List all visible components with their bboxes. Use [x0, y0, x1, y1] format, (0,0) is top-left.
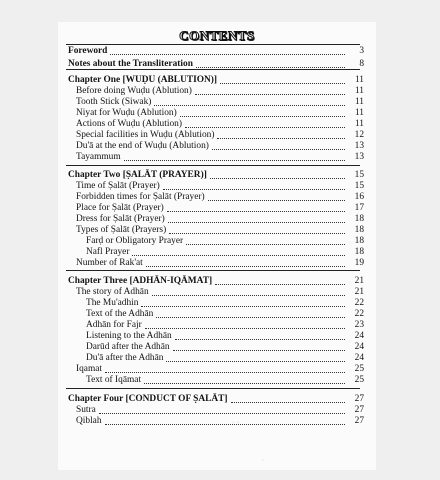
toc-entry-title: Nafl Prayer	[86, 247, 130, 257]
toc-entry-page: 19	[354, 258, 364, 268]
toc-entry-title: Actions of Wuḍu (Ablution)	[76, 119, 182, 129]
toc-entry-title: The story of Adhān	[76, 287, 149, 297]
dot-leader	[166, 360, 345, 362]
toc-entry-page: 11	[354, 75, 364, 85]
toc-entry-title: Chapter Two [ṢALĀT (PRAYER)]	[68, 170, 207, 180]
toc-entry-title: Adhān for Fajr	[86, 320, 142, 330]
toc-entry-page: 23	[354, 320, 364, 330]
dot-leader	[105, 371, 345, 373]
toc-entry-page: 24	[354, 353, 364, 363]
toc-entry[interactable]	[58, 415, 364, 427]
dot-leader	[163, 188, 345, 190]
toc-entry-title: Qiblah	[76, 416, 102, 426]
toc-entry[interactable]	[58, 257, 364, 269]
dot-leader	[195, 93, 345, 95]
print-smudge: · ·	[232, 420, 239, 426]
toc-entry-title: Chapter Four [CONDUCT OF ṢALĀT]	[68, 394, 228, 404]
toc-entry-title: Dress for Ṣalāt (Prayer)	[76, 214, 165, 224]
toc-entry-title: Sutra	[76, 405, 96, 415]
toc-entry-title: Forbidden times for Ṣalāt (Prayer)	[76, 192, 205, 202]
toc-entry-page: 24	[354, 342, 364, 352]
dot-leader	[215, 283, 345, 285]
dot-leader	[185, 126, 345, 128]
toc-entry-title: Before doing Wuḍu (Ablution)	[76, 86, 192, 96]
toc-entry-page: 11	[354, 97, 364, 107]
dot-leader	[110, 53, 345, 55]
toc-entry-page: 8	[359, 59, 364, 69]
toc-entry-page: 18	[354, 247, 364, 257]
toc-entry-page: 27	[354, 405, 364, 415]
toc-entry-page: 11	[354, 119, 364, 129]
dot-leader	[169, 232, 345, 234]
toc-entry-title: Niyat for Wuḍu (Ablution)	[76, 108, 177, 118]
dot-leader	[124, 159, 345, 161]
toc-entry-title: Types of Ṣalāt (Prayers)	[76, 225, 167, 235]
print-smudge: ·	[262, 458, 264, 464]
toc-entry-page: 24	[354, 331, 364, 341]
toc-entry-title: Chapter Three [ADHĀN-IQĀMAT]	[68, 276, 213, 286]
toc-entry-page: 11	[354, 86, 364, 96]
toc-entry-title: Number of Rak'at	[76, 258, 143, 268]
dot-leader	[132, 254, 345, 256]
toc-entry-page: 18	[354, 214, 364, 224]
toc-entry-title: Notes about the Transliteration	[68, 59, 193, 69]
toc-entry[interactable]	[58, 374, 364, 386]
toc-entry-title: Special facilities in Wuḍu (Ablution)	[76, 130, 215, 140]
toc-entry-title: Text of Iqāmat	[86, 375, 142, 385]
toc-entry-title: Tayammum	[76, 152, 121, 162]
toc-entry-title: Darūd after the Adhān	[86, 342, 170, 352]
toc-entry-title: Tooth Stick (Siwak)	[76, 97, 152, 107]
toc-entry-page: 13	[354, 141, 364, 151]
toc-entry-title: Chapter One [WUḌU (ABLUTION)]	[68, 75, 218, 85]
dot-leader	[175, 338, 345, 340]
toc-entry-title: Iqamat	[76, 364, 103, 374]
toc-entry-page: 25	[354, 375, 364, 385]
dot-leader	[141, 305, 345, 307]
dot-leader	[180, 115, 345, 117]
dot-leader	[217, 137, 345, 139]
toc-entry-page: 18	[354, 236, 364, 246]
toc-entry[interactable]	[58, 45, 364, 57]
dot-leader	[173, 349, 345, 351]
dot-leader	[196, 66, 345, 68]
dot-leader	[105, 423, 345, 425]
toc-entry[interactable]	[58, 58, 364, 70]
toc-entry-page: 21	[354, 276, 364, 286]
toc-entry-title: The Mu'adhin	[86, 298, 139, 308]
toc-entry-page: 15	[354, 181, 364, 191]
toc-entry-title: Place for Ṣalāt (Prayer)	[76, 203, 164, 213]
dot-leader	[99, 412, 345, 414]
toc-entry-title: Listening to the Adhān	[86, 331, 172, 341]
dot-leader	[145, 327, 345, 329]
toc-entry-title: Text of the Adhān	[86, 309, 154, 319]
toc-entry-page: 13	[354, 152, 364, 162]
toc-entry-page: 11	[354, 108, 364, 118]
toc-entry-title: Time of Ṣalāt (Prayer)	[76, 181, 160, 191]
toc-entry[interactable]	[58, 151, 364, 163]
toc-entry-title: Foreword	[68, 46, 108, 56]
toc-entry-page: 15	[354, 170, 364, 180]
dot-leader	[168, 221, 345, 223]
dot-leader	[152, 294, 345, 296]
dot-leader	[210, 177, 345, 179]
toc-entry-page: 21	[354, 287, 364, 297]
dot-leader	[167, 210, 345, 212]
book-page	[58, 22, 376, 470]
dot-leader	[212, 148, 345, 150]
toc-entry-page: 16	[354, 192, 364, 202]
section-divider	[66, 270, 360, 271]
dot-leader	[144, 382, 345, 384]
toc-entry-page: 22	[354, 309, 364, 319]
toc-entry-page: 25	[354, 364, 364, 374]
section-divider	[66, 388, 360, 389]
toc-entry-title: Du'ā after the Adhān	[86, 353, 164, 363]
toc-entry-page: 12	[354, 130, 364, 140]
toc-entry-title: Du'ā at the end of Wuḍu (Ablution)	[76, 141, 209, 151]
section-divider	[66, 165, 360, 166]
toc-entry-title: Farḍ or Obligatory Prayer	[86, 236, 184, 246]
toc-entry-page: 17	[354, 203, 364, 213]
toc-entry-page: 27	[354, 394, 364, 404]
dot-leader	[220, 82, 345, 84]
toc-entry-page: 27	[354, 416, 364, 426]
dot-leader	[156, 316, 345, 318]
dot-leader	[146, 265, 345, 267]
page-title: CONTENTS	[179, 28, 255, 43]
toc-entry-page: 22	[354, 298, 364, 308]
dot-leader	[186, 243, 345, 245]
dot-leader	[231, 401, 345, 403]
toc-entry-page: 3	[359, 46, 364, 56]
toc-entry-page: 18	[354, 225, 364, 235]
dot-leader	[208, 199, 345, 201]
dot-leader	[154, 104, 345, 106]
